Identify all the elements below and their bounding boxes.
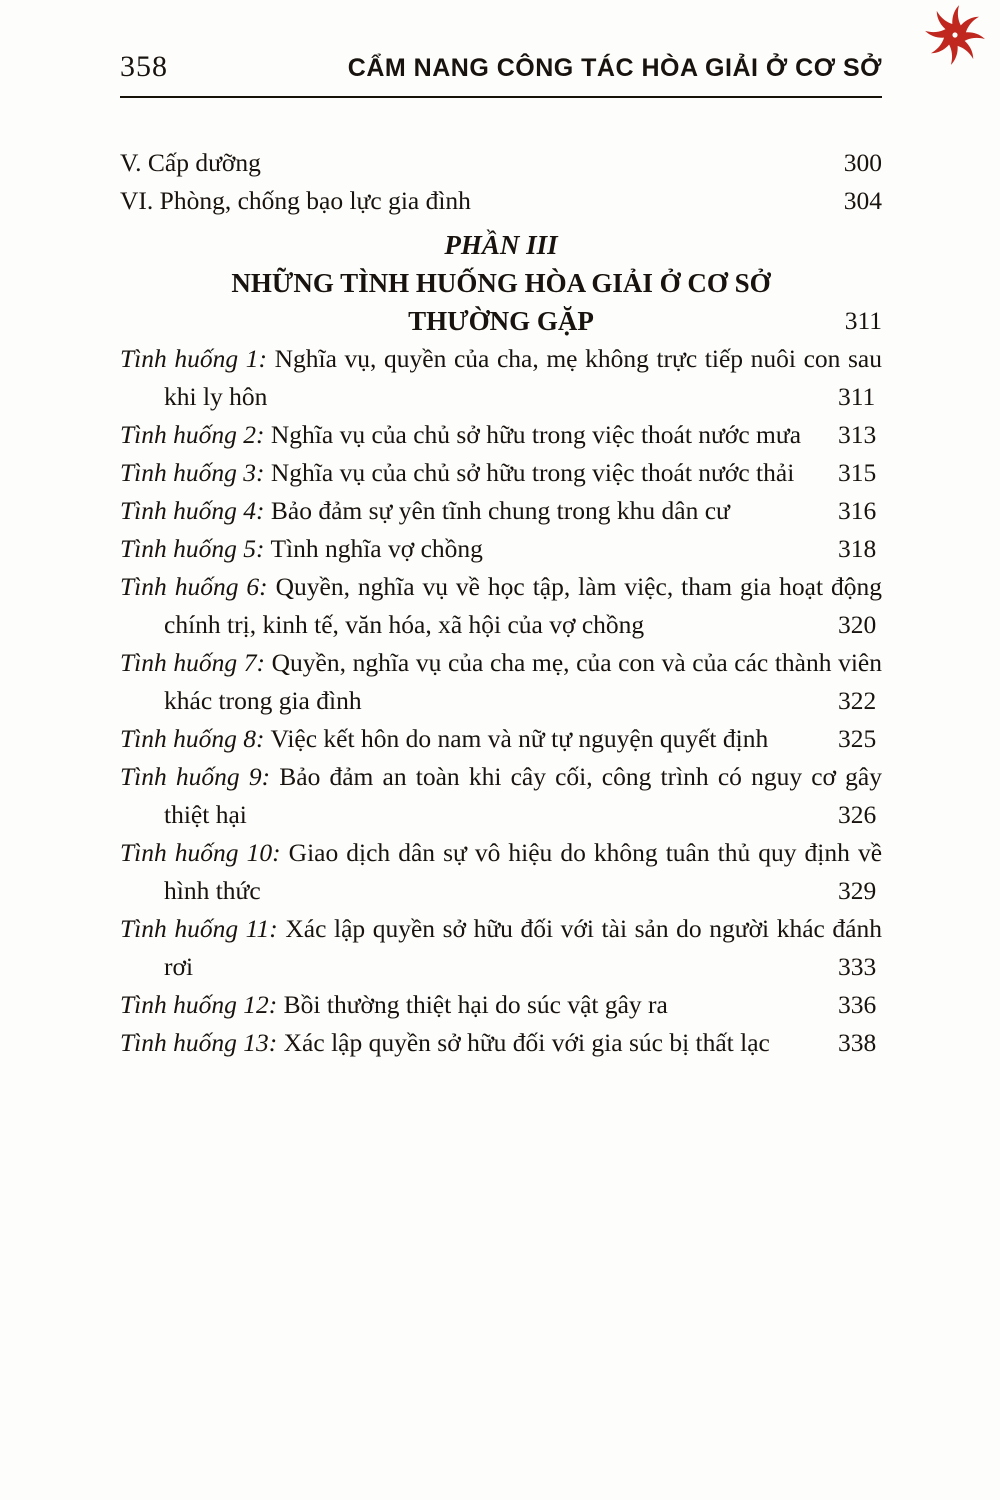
- entry-label: Tình huống 3:: [120, 458, 265, 487]
- toc-item-vi: [120, 182, 882, 220]
- toc-entry-7: Tình huống 7: Quyền, nghĩa vụ của cha mẹ, của con và của các thành viên khác trong gia đình 322: [120, 648, 883, 715]
- entry-label: Tình huống 7:: [120, 648, 265, 677]
- entry-label: Tình huống 1:: [120, 344, 267, 373]
- toc-entry-8: Tình huống 8: Việc kết hôn do nam và nữ tự nguyện quyết định 325: [120, 724, 877, 753]
- entry-text: Nghĩa vụ, quyền của cha, mẹ không trực tiếp nuôi con sau khi ly hôn: [164, 344, 882, 411]
- running-title: CẨM NANG CÔNG TÁC HÒA GIẢI Ở CƠ SỞ: [347, 54, 882, 82]
- toc-item-page: 300: [843, 148, 882, 177]
- entry-text: Quyền, nghĩa vụ của cha mẹ, của con và của các thành viên khác trong gia đình: [164, 648, 883, 715]
- publisher-emblem-icon: [922, 2, 988, 68]
- entry-label: Tình huống 4:: [120, 496, 265, 525]
- entry-label: Tình huống 12:: [120, 990, 278, 1019]
- toc-entry-1: Tình huống 1: Nghĩa vụ, quyền của cha, mẹ không trực tiếp nuôi con sau khi ly hôn 311: [120, 344, 882, 411]
- entry-text: Bảo đảm an toàn khi cây cối, công trình có nguy cơ gây thiệt hại: [164, 762, 883, 829]
- toc-entry-3: Tình huống 3: Nghĩa vụ của chủ sở hữu trong việc thoát nước thải 315: [120, 458, 877, 487]
- section-title-text: THƯỜNG GẶP: [408, 306, 594, 336]
- entry-label: Tình huống 11:: [120, 914, 278, 943]
- page-number: 358: [120, 50, 168, 83]
- entry-label: Tình huống 5:: [120, 534, 265, 563]
- entry-text: Nghĩa vụ của chủ sở hữu trong việc thoát nước mưa: [270, 420, 802, 449]
- toc-entry-6: Tình huống 6: Quyền, nghĩa vụ về học tập, làm việc, tham gia hoạt động chính trị, kinh tế, văn hóa, xã hội của vợ chồng 320: [120, 572, 882, 639]
- toc-item-label: VI. Phòng, chống bạo lực gia đình: [120, 186, 471, 215]
- toc-body: [120, 144, 882, 1062]
- entry-label: Tình huống 8:: [120, 724, 265, 753]
- entry-text: Việc kết hôn do nam và nữ tự nguyện quyết định: [270, 724, 769, 753]
- toc-item-label: V. Cấp dưỡng: [120, 148, 261, 177]
- section-page: 311: [844, 306, 882, 335]
- toc-entry-4: Tình huống 4: Bảo đảm sự yên tĩnh chung trong khu dân cư 316: [120, 496, 877, 525]
- entry-text: Tình nghĩa vợ chồng: [270, 534, 483, 563]
- toc-item-page: 304: [843, 186, 882, 215]
- toc-entry-10: Tình huống 10: Giao dịch dân sự vô hiệu do không tuân thủ quy định về hình thức 329: [120, 838, 883, 905]
- toc-entry-11: Tình huống 11: Xác lập quyền sở hữu đối với tài sản do người khác đánh rơi 333: [120, 914, 883, 981]
- entry-label: Tình huống 13:: [120, 1028, 278, 1057]
- toc-entry-5: Tình huống 5: Tình nghĩa vợ chồng 318: [120, 534, 877, 563]
- part-heading: PHẦN III: [444, 230, 558, 260]
- section-title-line2: [120, 302, 882, 340]
- entry-label: Tình huống 6:: [120, 572, 268, 601]
- entry-text: Quyền, nghĩa vụ về học tập, làm việc, tham gia hoạt động chính trị, kinh tế, văn hóa, xã hội của vợ chồng: [164, 572, 882, 639]
- toc-entry-2: Tình huống 2: Nghĩa vụ của chủ sở hữu trong việc thoát nước mưa 313: [120, 420, 877, 449]
- toc-entry-9: Tình huống 9: Bảo đảm an toàn khi cây cối, công trình có nguy cơ gây thiệt hại 326: [120, 762, 883, 829]
- entry-text: Bảo đảm sự yên tĩnh chung trong khu dân cư: [270, 496, 730, 525]
- toc-entry-12: Tình huống 12: Bồi thường thiệt hại do súc vật gây ra 336: [120, 990, 877, 1019]
- section-title-line1: NHỮNG TÌNH HUỐNG HÒA GIẢI Ở CƠ SỞ: [231, 268, 771, 298]
- entry-text: Nghĩa vụ của chủ sở hữu trong việc thoát nước thải: [270, 458, 795, 487]
- entry-text: Giao dịch dân sự vô hiệu do không tuân thủ quy định về hình thức: [164, 838, 883, 905]
- toc-entry-13: Tình huống 13: Xác lập quyền sở hữu đối với gia súc bị thất lạc 338: [120, 1028, 877, 1057]
- page-header: [120, 50, 882, 98]
- entry-label: Tình huống 2:: [120, 420, 265, 449]
- entry-text: Bồi thường thiệt hại do súc vật gây ra: [283, 990, 668, 1019]
- entry-label: Tình huống 10:: [120, 838, 281, 867]
- entry-text: Xác lập quyền sở hữu đối với tài sản do người khác đánh rơi: [164, 914, 883, 981]
- entry-text: Xác lập quyền sở hữu đối với gia súc bị thất lạc: [283, 1028, 770, 1057]
- toc-item-v: [120, 144, 882, 182]
- entry-label: Tình huống 9:: [120, 762, 271, 791]
